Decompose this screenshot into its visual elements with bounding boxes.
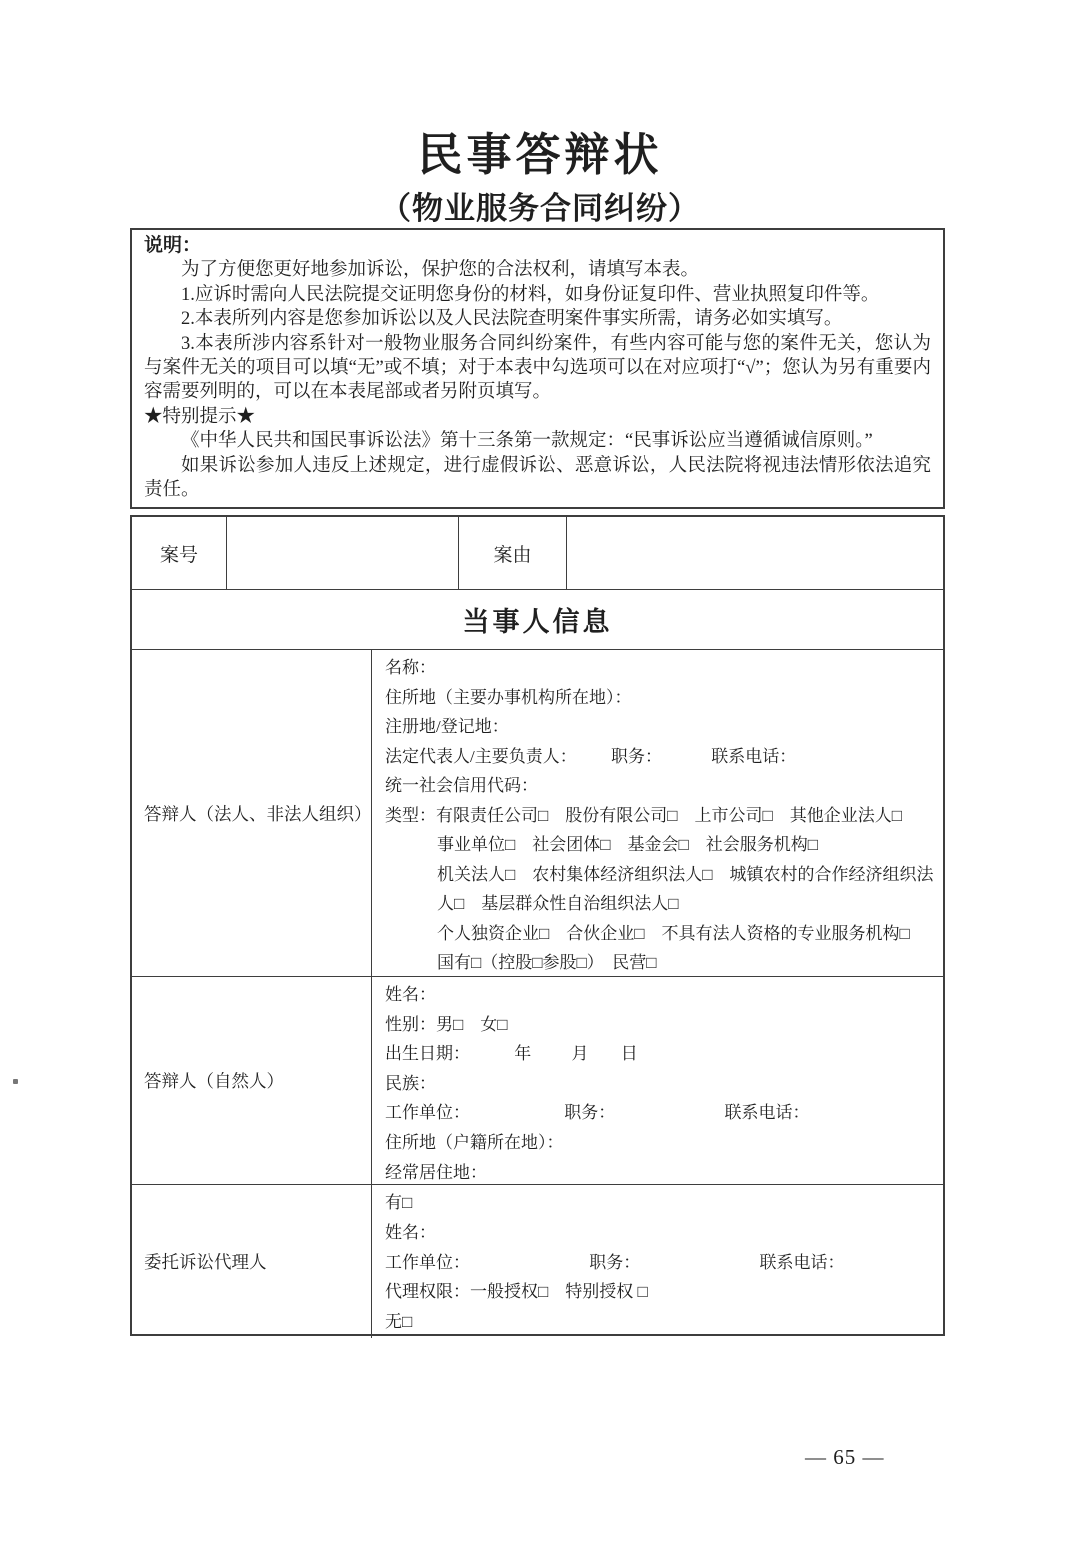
notice-item-3: 3.本表所涉内容系针对一般物业服务合同纠纷案件，有些内容可能与您的案件无关，您认为与案件无关的项目可以填“无”或不填；对于本表中勾选项可以在对应项打“√”；您认为另有重要内容需要列明的，可以在本表尾部或者另附页填写。 (144, 333, 931, 403)
agent-content (372, 1185, 943, 1338)
agent-has-line: 有□ (385, 1193, 413, 1212)
table-row-respondent-person (132, 977, 943, 1185)
org-legal-rep-label: 法定代表人/主要负责人： (385, 746, 577, 766)
notice-box (130, 228, 945, 509)
person-domicile-line: 住所地（户籍所在地）： (385, 1132, 564, 1152)
person-name-line: 姓名： (385, 985, 436, 1004)
case-cause-label: 案由 (459, 517, 567, 589)
document-title: 民事答辩状 (417, 130, 663, 180)
page-number: — 65 — (805, 1445, 885, 1469)
agent-label: 委托诉讼代理人 (132, 1185, 372, 1338)
org-type-line-3: 机关法人□ 农村集体经济组织法人□ 城镇农村的合作经济组织法 (437, 864, 934, 884)
document-subtitle: （物业服务合同纠纷） (380, 191, 700, 226)
agent-job-title-label: 职务： (589, 1252, 641, 1272)
agent-name-line: 姓名： (385, 1222, 436, 1242)
special-note-heading: ★特别提示★ (144, 406, 256, 427)
birth-day-label: 日 (620, 1044, 638, 1064)
agent-work-label: 工作单位： (385, 1252, 470, 1272)
respondent-org-content (372, 650, 943, 976)
case-header-row (132, 517, 943, 590)
birth-year-label: 年 (514, 1044, 532, 1064)
org-type-line-4: 人□ 基层群众性自治组织法人□ (437, 894, 679, 913)
agent-authority-line: 代理权限：一般授权□ 特别授权 □ (385, 1282, 648, 1302)
org-name-line: 名称： (385, 658, 436, 677)
party-info-table (130, 515, 945, 1336)
person-job-title-label: 职务： (564, 1103, 616, 1123)
special-note-2: 如果诉讼参加人违反上述规定，进行虚假诉讼、恶意诉讼，人民法院将视违法情形依法追究责任。 (144, 455, 931, 501)
org-type-line-1: 类型：有限责任公司□ 股份有限公司□ 上市公司□ 其他企业法人□ (385, 805, 903, 825)
respondent-person-content (372, 977, 943, 1184)
notice-item-2: 2.本表所列内容是您参加诉讼以及人民法院查明案件事实所需，请务必如实填写。 (181, 309, 843, 330)
person-work-line (385, 1098, 943, 1128)
org-rep-phone-label: 联系电话： (711, 746, 797, 766)
respondent-org-label: 答辩人（法人、非法人组织） (132, 650, 372, 976)
notice-intro: 为了方便您更好地参加诉讼，保护您的合法权利，请填写本表。 (181, 260, 700, 281)
agent-none-line: 无□ (385, 1312, 413, 1332)
special-note-1: 《中华人民共和国民事诉讼法》第十三条第一款规定：“民事诉讼应当遵循诚信原则。” (181, 431, 873, 452)
org-type-line-6: 国有□（控股□参股□） 民营□ (437, 953, 657, 972)
case-number-field (227, 517, 459, 589)
scan-speck (13, 1079, 18, 1084)
section-header-party-info: 当事人信息 (132, 590, 943, 650)
birth-date-label: 出生日期： (385, 1044, 470, 1064)
table-row-respondent-org (132, 650, 943, 977)
person-phone-label: 联系电话： (724, 1103, 810, 1123)
person-ethnic-line: 民族： (385, 1073, 436, 1093)
notice-heading: 说明： (144, 235, 202, 256)
org-credit-code-line: 统一社会信用代码： (385, 776, 538, 795)
table-row-agent (132, 1185, 943, 1338)
respondent-person-label: 答辩人（自然人） (132, 977, 372, 1184)
agent-work-line (385, 1248, 943, 1278)
birth-month-label: 月 (571, 1044, 589, 1064)
case-number-label: 案号 (132, 517, 227, 589)
org-registered-line: 注册地/登记地： (385, 717, 509, 736)
org-domicile-line: 住所地（主要办事机构所在地）： (385, 687, 632, 707)
org-type-line-5: 个人独资企业□ 合伙企业□ 不具有法人资格的专业服务机构□ (437, 923, 910, 943)
person-birth-line (385, 1039, 943, 1069)
person-work-label: 工作单位： (385, 1103, 470, 1123)
person-gender-line: 性别：男□ 女□ (385, 1014, 508, 1034)
person-residence-line: 经常居住地： (385, 1162, 487, 1182)
org-legal-rep-line (385, 742, 943, 772)
case-cause-field (567, 517, 943, 589)
org-type-line-2: 事业单位□ 社会团体□ 基金会□ 社会服务机构□ (437, 835, 819, 854)
agent-phone-label: 联系电话： (759, 1252, 845, 1272)
org-rep-title-label: 职务： (610, 746, 662, 766)
notice-item-1: 1.应诉时需向人民法院提交证明您身份的材料，如身份证复印件、营业执照复印件等。 (181, 284, 880, 305)
